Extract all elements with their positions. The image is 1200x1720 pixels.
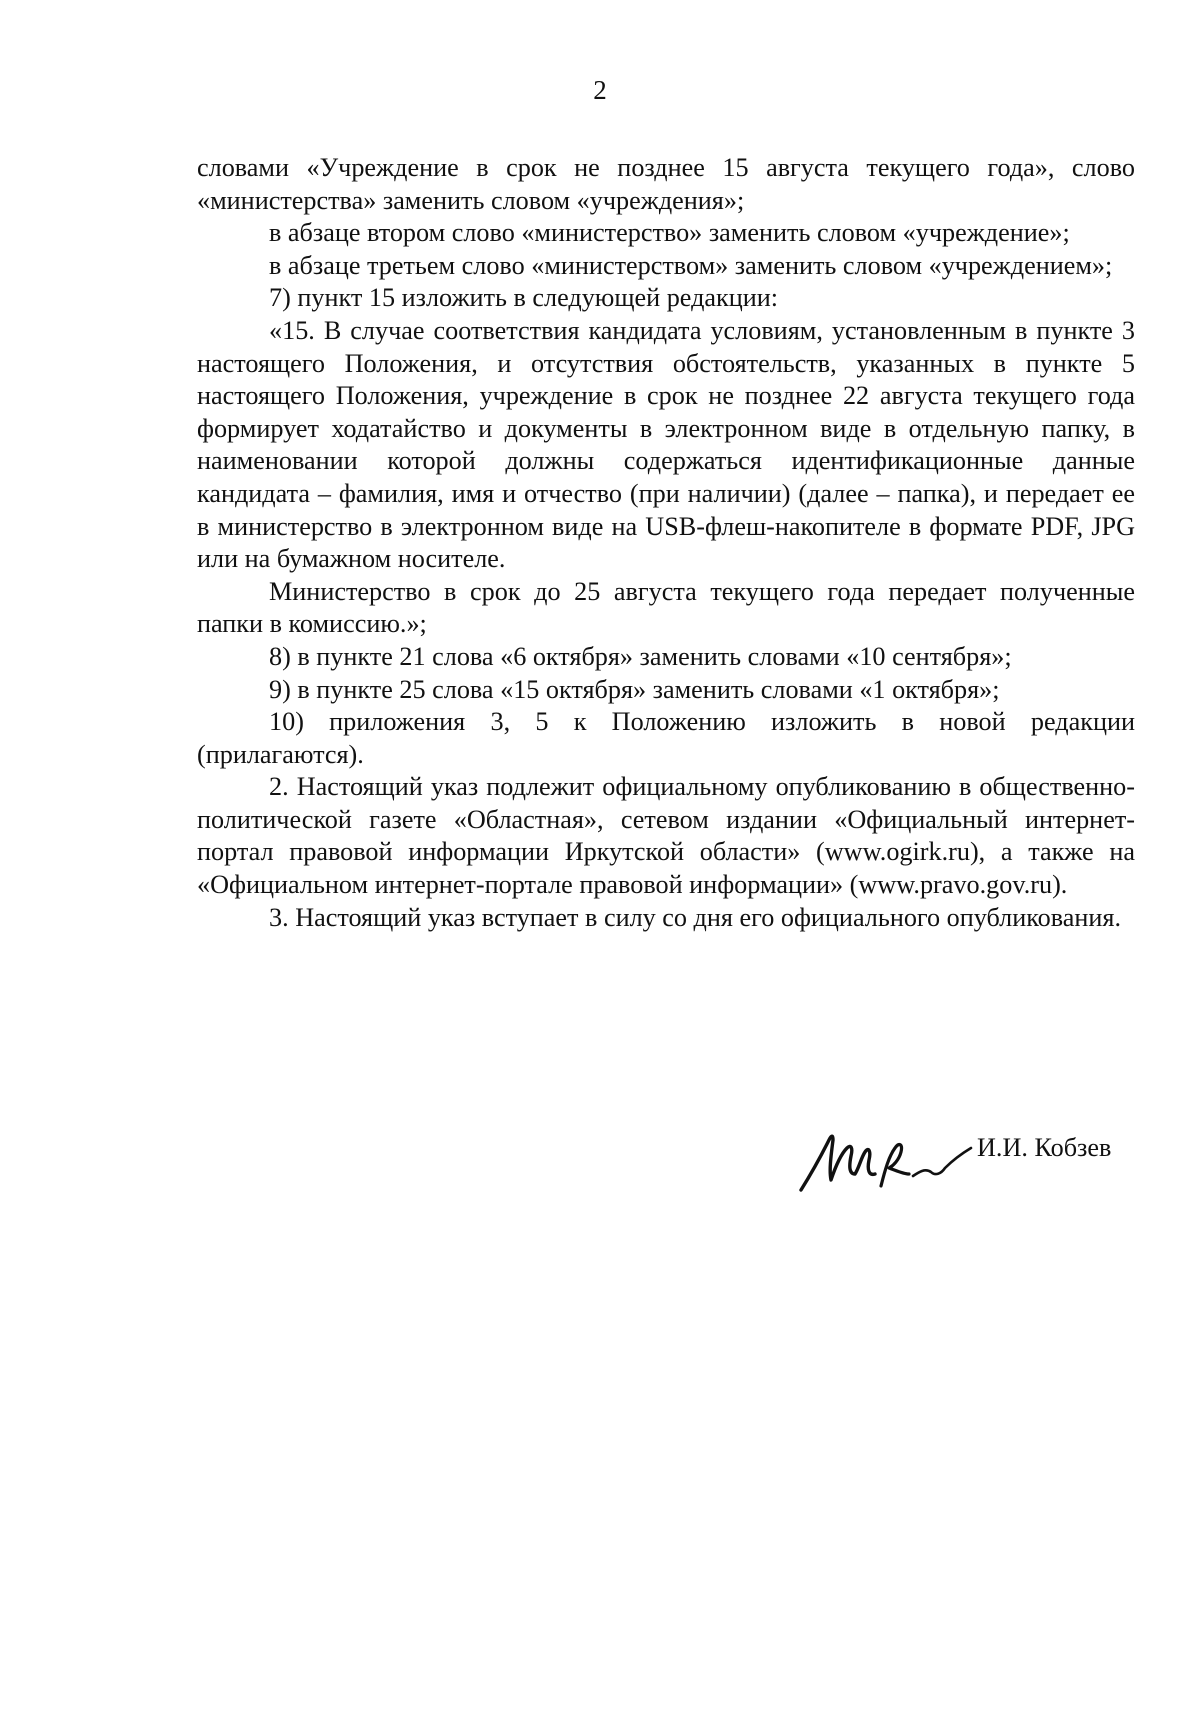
paragraph-section-2: 2. Настоящий указ подлежит официальному опубликованию в общественно-политической газете «Областная», сетевом издании «Официальный интернет-портал правовой информации Иркутской области» (www.ogirk.ru), а также на «Официальном интернет-портале правовой информации» (www.pravo.gov.ru).: [197, 772, 1135, 900]
document-body: [197, 152, 1135, 934]
paragraph-second-abzac: в абзаце втором слово «министерство» заменить словом «учреждение»;: [269, 218, 1070, 248]
handwritten-signature-icon: [795, 1118, 975, 1198]
paragraph-third-abzac: в абзаце третьем слово «министерством» заменить словом «учреждением»;: [269, 250, 1113, 280]
signature-block: [795, 1118, 1155, 1198]
paragraph-ministry-deadline: Министерство в срок до 25 августа текущего года передает полученные папки в комиссию.»;: [197, 576, 1135, 639]
paragraph-item-7: 7) пункт 15 изложить в следующей редакции:: [269, 283, 779, 313]
paragraph-item-10: 10) приложения 3, 5 к Положению изложить в новой редакции (прилагаются).: [197, 707, 1135, 769]
paragraph-item-9: 9) в пункте 25 слова «15 октября» заменить словами «1 октября»;: [269, 674, 1000, 704]
paragraph-section-3: 3. Настоящий указ вступает в силу со дня его официального опубликования.: [269, 902, 1122, 932]
signer-name: И.И. Кобзев: [977, 1133, 1112, 1162]
page-number: 2: [593, 75, 607, 105]
paragraph-item-8: 8) в пункте 21 слова «6 октября» заменить словами «10 сентября»;: [269, 641, 1012, 671]
paragraph-point-15: «15. В случае соответствия кандидата условиям, установленным в пункте 3 настоящего Положения, и отсутствия обстоятельств, указанных в пункте 5 настоящего Положения, учреждение в срок не позднее 22 августа текущего года формирует ходатайство и документы в электронном виде в отдельную папку, в наименовании которой должны содержаться идентификационные данные кандидата – фамилия, имя и отчество (при наличии) (далее – папка), и передает ее в министерство в электронном виде на USB-флеш-накопителе в формате PDF, JPG или на бумажном носителе.: [197, 315, 1135, 574]
paragraph-continuation: словами «Учреждение в срок не позднее 15 августа текущего года», слово «министерства» заменить словом «учреждения»;: [197, 153, 1135, 215]
